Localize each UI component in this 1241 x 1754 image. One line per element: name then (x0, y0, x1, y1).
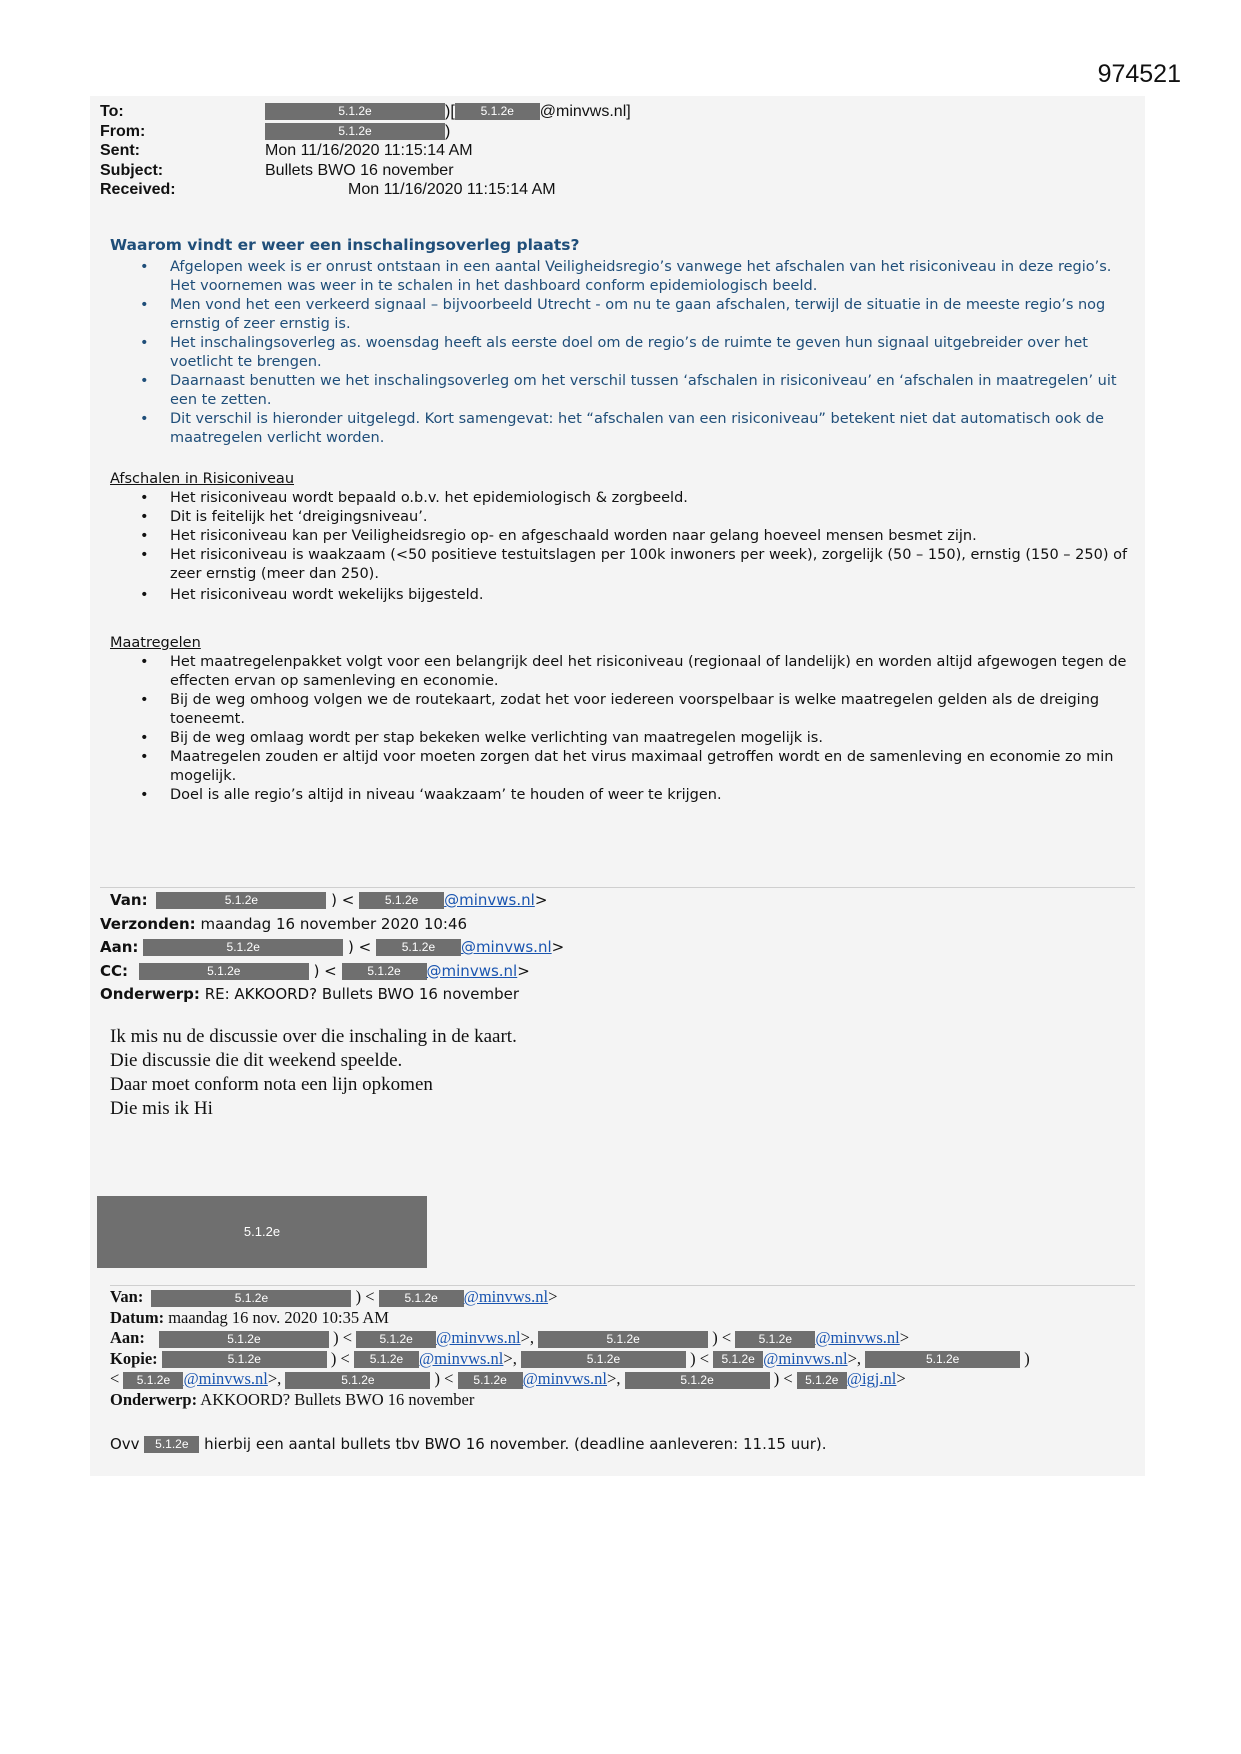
reply1-header: Van: 5.1.2e ) < 5.1.2e @minvws.nl> Verzonden: maandag 16 november 2020 10:46 Aan: 5.1.2e ) < 5.1.2e @minvws.nl> CC: 5.1.2e ) < 5.1.2e @minvws.nl> Onderwerp: RE: AKKOORD? Bullets BWO 16 november (100, 891, 565, 1003)
message-line: Daar moet conform nota een lijn opkomen (110, 1074, 433, 1095)
redaction: 5.1.2e (865, 1351, 1020, 1368)
list-item: • Doel is alle regio’s altijd in niveau ‘waakzaam’ te houden of weer te krijgen. (110, 786, 1140, 805)
redaction: 5.1.2e (143, 939, 343, 956)
datum-value: maandag 16 nov. 2020 10:35 AM (168, 1307, 389, 1327)
list-item: • Bij de weg omhoog volgen we de routekaart, zodat het voor iedereen voorspelbaar is welke maatregelen gelden als de dreiging toeneemt. (110, 691, 1140, 729)
email-link[interactable]: @minvws.nl (183, 1369, 268, 1388)
maatregelen-heading: Maatregelen (110, 635, 201, 651)
redaction: 5.1.2e (265, 123, 445, 140)
redaction: 5.1.2e (356, 1331, 436, 1348)
email-link[interactable]: @igj.nl (846, 1369, 897, 1388)
van-label: Van: (110, 891, 148, 909)
message-line: Die mis ik Hi (110, 1098, 213, 1119)
from-label: From: (100, 122, 146, 140)
redaction: 5.1.2e (359, 892, 444, 909)
list-item: • Maatregelen zouden er altijd voor moeten zorgen dat het virus maximaal getroffen wordt en de samenleving en economie zo min mogelijk. (110, 748, 1140, 786)
received-value: Mon 11/16/2020 11:15:14 AM (348, 181, 556, 198)
list-item: • Bij de weg omlaag wordt per stap bekeken welke verlichting van maatregelen mogelijk is. (110, 729, 1140, 748)
redaction: 5.1.2e (151, 1290, 351, 1307)
onderwerp-label: Onderwerp: (110, 1389, 198, 1409)
list-item: • Het maatregelenpakket volgt voor een belangrijk deel het risiconiveau (regionaal of landelijk) en worden altijd afgewogen tegen de effecten ervan op samenleving en economie. (110, 653, 1140, 691)
email-link[interactable]: @minvws.nl (815, 1328, 900, 1347)
received-label: Received: (100, 181, 176, 198)
maatregelen-section (110, 634, 1140, 805)
email-link[interactable]: @minvws.nl (444, 891, 535, 909)
email-link[interactable]: @minvws.nl (436, 1328, 521, 1347)
aan-label: Aan: (110, 1328, 145, 1347)
divider (100, 887, 1135, 888)
risico-section (110, 470, 1140, 605)
intro-heading: Waarom vindt er weer een inschalingsoverleg plaats? (110, 236, 580, 254)
list-item: • Dit verschil is hieronder uitgelegd. Kort samengevat: het “afschalen van een risiconiveau” betekent niet dat automatisch ook de maatregelen verlicht worden. (110, 410, 1140, 448)
redaction: 5.1.2e (455, 103, 540, 120)
list-item: • Dit is feitelijk het ‘dreigingsniveau’. (110, 508, 1140, 527)
list-item: • Het risiconiveau wordt wekelijks bijgesteld. (110, 586, 1140, 605)
redaction: 5.1.2e (521, 1351, 686, 1368)
redaction: 5.1.2e (139, 963, 309, 980)
redaction: 5.1.2e (458, 1372, 523, 1389)
maatregelen-list (110, 653, 1140, 805)
cc-label: CC: (100, 961, 129, 980)
message-body (110, 1025, 517, 1121)
signature-redaction: 5.1.2e (97, 1196, 427, 1268)
onderwerp-value: RE: AKKOORD? Bullets BWO 16 november (204, 985, 519, 1003)
redaction: 5.1.2e (354, 1351, 419, 1368)
sent-label: Sent: (100, 142, 140, 159)
onderwerp-value: AKKOORD? Bullets BWO 16 november (200, 1389, 475, 1409)
email-link[interactable]: @minvws.nl (463, 1287, 549, 1306)
redaction: 5.1.2e (797, 1372, 847, 1389)
list-item: • Het risiconiveau is waakzaam (<50 positieve testuitslagen per 100k inwoners per week), zorgelijk (50 – 150), ernstig (150 – 250) of zeer ernstig (meer dan 250). (110, 546, 1140, 584)
kopie-label: Kopie: (110, 1348, 158, 1368)
redaction: 5.1.2e (376, 939, 461, 956)
list-item: • Daarnaast benutten we het inschalingsoverleg om het verschil tussen ‘afschalen in risiconiveau’ en ‘afschalen in maatregelen’ uit een te zetten. (110, 372, 1140, 410)
ovv-text: hierbij een aantal bullets tbv BWO 16 november. (deadline aanleveren: 11.15 uur). (204, 1435, 827, 1453)
redaction: 5.1.2e (735, 1331, 815, 1348)
redaction: 5.1.2e (156, 892, 326, 909)
to-label: To: (100, 103, 124, 120)
email-link[interactable]: @minvws.nl (460, 938, 552, 956)
verzonden-value: maandag 16 november 2020 10:46 (200, 914, 468, 933)
onderwerp-label: Onderwerp: (100, 985, 200, 1003)
divider (110, 1285, 1135, 1286)
ovv-line (110, 1435, 827, 1453)
sent-value: Mon 11/16/2020 11:15:14 AM (265, 142, 473, 159)
redaction: 5.1.2e (625, 1372, 770, 1389)
email-link[interactable]: @minvws.nl (763, 1348, 848, 1368)
datum-label: Datum: (110, 1307, 165, 1327)
redaction: 5.1.2e (285, 1372, 430, 1389)
redaction: 5.1.2e (159, 1331, 329, 1348)
list-item: • Afgelopen week is er onrust ontstaan in een aantal Veiligheidsregio’s vanwege het afschalen van het risiconiveau in deze regio’s. Het voornemen was weer in te schalen in het dashboard conform epidemiologisch beeld. (110, 258, 1140, 296)
intro-list (110, 258, 1140, 448)
document-id: 974521 (1097, 60, 1181, 88)
to-domain: @minvws.nl] (539, 103, 631, 120)
reply2-header: Van: 5.1.2e ) < 5.1.2e @minvws.nl> Datum: maandag 16 nov. 2020 10:35 AM Aan: 5.1.2e ) < 5.1.2e @minvws.nl>, 5.1.2e ) < 5.1.2e @minvws.nl> Kopie: 5.1.2e ) < 5.1.2e @minvws.nl>, 5.1.2e ) < 5.1.2e @minvws.nl>, 5.1.2e ) < 5.1.2e @minvws.nl>, 5.1.2e ) < 5.1.2e @minvws.nl>, 5.1.2e ) < 5.1.2e @igj.nl> Onderwerp: AKKOORD? Bullets BWO 16 november (110, 1287, 1030, 1409)
list-item: • Het inschalingsoverleg as. woensdag heeft als eerste doel om de regio’s de ruimte te geven hun signaal uitgebreider over het voetlicht te brengen. (110, 334, 1140, 372)
list-item: • Het risiconiveau kan per Veiligheidsregio op- en afgeschaald worden naar gelang hoeveel mensen besmet zijn. (110, 527, 1140, 546)
list-item: • Het risiconiveau wordt bepaald o.b.v. het epidemiologisch & zorgbeeld. (110, 489, 1140, 508)
email-link[interactable]: @minvws.nl (426, 961, 518, 980)
verzonden-label: Verzonden: (100, 914, 196, 933)
redaction: 5.1.2e (713, 1351, 763, 1368)
email-link[interactable]: @minvws.nl (522, 1369, 608, 1388)
subject-value: Bullets BWO 16 november (265, 161, 454, 179)
redaction: 5.1.2e (538, 1331, 708, 1348)
risico-heading: Afschalen in Risiconiveau (110, 471, 295, 487)
email-link[interactable]: @minvws.nl (418, 1348, 504, 1368)
redaction: 5.1.2e (265, 103, 445, 120)
list-item: • Men vond het een verkeerd signaal – bijvoorbeeld Utrecht - om nu te gaan afschalen, terwijl de situatie in de meeste regio’s nog ernstig of zeer ernstig is. (110, 296, 1140, 334)
message-line: Die discussie die dit weekend speelde. (110, 1050, 403, 1071)
aan-label: Aan: (100, 938, 139, 956)
redaction: 5.1.2e (123, 1372, 183, 1389)
ovv-prefix: Ovv (110, 1435, 140, 1453)
intro-section (110, 236, 1140, 448)
redaction: 5.1.2e (342, 963, 427, 980)
redaction: 5.1.2e (379, 1290, 464, 1307)
redaction: 5.1.2e (162, 1351, 327, 1368)
van-label: Van: (110, 1287, 144, 1306)
subject-label: Subject: (100, 161, 164, 179)
risico-list (110, 489, 1140, 605)
message-line: Ik mis nu de discussie over die inschaling in de kaart. (110, 1026, 517, 1047)
redaction: 5.1.2e (144, 1436, 199, 1453)
